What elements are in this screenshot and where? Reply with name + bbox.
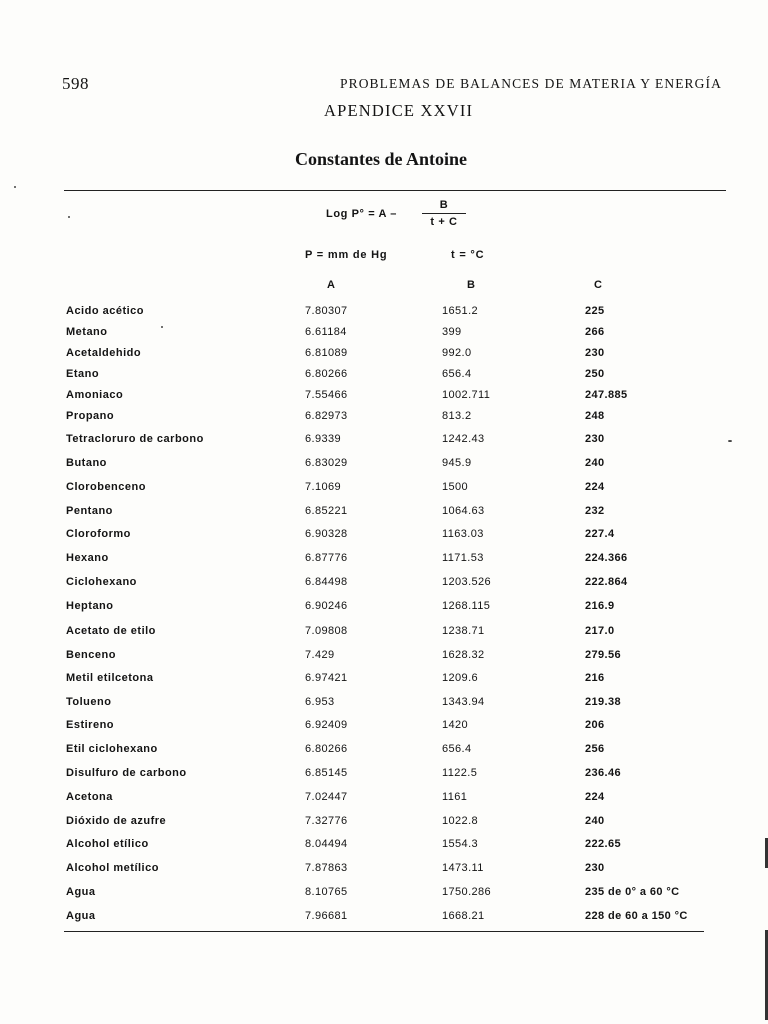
running-head: PROBLEMAS DE BALANCES DE MATERIA Y ENERGÍA xyxy=(340,76,722,91)
constant-a: 6.90328 xyxy=(305,528,348,540)
table-row xyxy=(0,767,768,783)
constant-b: 1163.03 xyxy=(442,528,484,540)
constant-b: 1122.5 xyxy=(442,767,478,779)
constant-b: 399 xyxy=(442,326,462,338)
constant-b: 1064.63 xyxy=(442,505,485,517)
table-row xyxy=(0,743,768,759)
constant-c: 230 xyxy=(585,347,605,359)
constant-c: 217.0 xyxy=(585,625,615,637)
constant-a: 6.87776 xyxy=(305,552,348,564)
table-row xyxy=(0,815,768,831)
temperature-unit: t = °C xyxy=(451,249,485,261)
table-row xyxy=(0,505,768,521)
compound-name: Alcohol metílico xyxy=(66,862,159,874)
constant-c: 227.4 xyxy=(585,528,615,540)
constant-c: 219.38 xyxy=(585,696,622,708)
table-row xyxy=(0,600,768,616)
constant-c: 256 xyxy=(585,743,605,755)
constant-a: 6.85221 xyxy=(305,505,348,517)
constant-c: 240 xyxy=(585,815,605,827)
constant-c: 236.46 xyxy=(585,767,622,779)
constant-a: 6.82973 xyxy=(305,410,348,422)
constant-c: 216 xyxy=(585,672,605,684)
constant-c: 230 xyxy=(585,433,605,445)
scan-speck xyxy=(14,186,16,188)
constant-a: 6.61184 xyxy=(305,326,347,338)
constant-b: 1628.32 xyxy=(442,649,485,661)
compound-name: Tolueno xyxy=(66,696,112,708)
table-row xyxy=(0,481,768,497)
compound-name: Etano xyxy=(66,368,100,380)
constant-c: 230 xyxy=(585,862,605,874)
constant-a: 6.81089 xyxy=(305,347,348,359)
table-top-rule xyxy=(64,190,726,191)
table-row xyxy=(0,862,768,878)
formula-lhs: Log P° = A – xyxy=(326,208,397,220)
compound-name: Propano xyxy=(66,410,115,422)
compound-name: Agua xyxy=(66,910,96,922)
constant-c: 222.65 xyxy=(585,838,622,850)
constant-b: 945.9 xyxy=(442,457,472,469)
table-row xyxy=(0,552,768,568)
table-row xyxy=(0,719,768,735)
table-row xyxy=(0,649,768,665)
compound-name: Cloroformo xyxy=(66,528,131,540)
constant-a: 7.32776 xyxy=(305,815,348,827)
table-row xyxy=(0,347,768,363)
constant-b: 1022.8 xyxy=(442,815,479,827)
constant-c: 224 xyxy=(585,791,605,803)
table-row xyxy=(0,368,768,384)
constant-b: 1238.71 xyxy=(442,625,485,637)
constant-b: 1420 xyxy=(442,719,469,731)
fraction-bar xyxy=(422,213,466,214)
compound-name: Agua xyxy=(66,886,96,898)
column-header-b: B xyxy=(467,279,475,291)
constant-a: 6.84498 xyxy=(305,576,348,588)
constant-a: 6.90246 xyxy=(305,600,348,612)
compound-name: Ciclohexano xyxy=(66,576,137,588)
compound-name: Alcohol etílico xyxy=(66,838,149,850)
appendix-heading: APENDICE XXVII xyxy=(324,101,474,120)
constant-b: 1161 xyxy=(442,791,468,803)
constant-a: 7.02447 xyxy=(305,791,348,803)
constant-c: 216.9 xyxy=(585,600,615,612)
constant-c: 228 de 60 a 150 °C xyxy=(585,910,688,922)
table-row xyxy=(0,410,768,426)
compound-name: Estireno xyxy=(66,719,115,731)
table-row xyxy=(0,886,768,902)
scan-speck xyxy=(161,326,163,328)
table-title: Constantes de Antoine xyxy=(295,149,468,169)
constant-b: 1554.3 xyxy=(442,838,479,850)
constant-c: 279.56 xyxy=(585,649,622,661)
constant-a: 7.09808 xyxy=(305,625,348,637)
constant-a: 7.96681 xyxy=(305,910,348,922)
table-row xyxy=(0,528,768,544)
page-number: 598 xyxy=(62,74,89,93)
constant-c: 247.885 xyxy=(585,389,628,401)
scan-speck xyxy=(728,440,732,442)
constant-a: 6.80266 xyxy=(305,743,348,755)
constant-b: 992.0 xyxy=(442,347,472,359)
table-row xyxy=(0,326,768,342)
constant-a: 6.85145 xyxy=(305,767,348,779)
column-header-a: A xyxy=(327,279,335,291)
constant-a: 7.429 xyxy=(305,649,335,661)
compound-name: Benceno xyxy=(66,649,116,661)
constant-c: 250 xyxy=(585,368,605,380)
compound-name: Etil ciclohexano xyxy=(66,743,158,755)
constant-b: 1651.2 xyxy=(442,305,479,317)
constant-a: 7.1069 xyxy=(305,481,342,493)
table-row xyxy=(0,457,768,473)
constant-a: 6.953 xyxy=(305,696,335,708)
constant-b: 656.4 xyxy=(442,368,472,380)
compound-name: Butano xyxy=(66,457,107,469)
constant-a: 8.10765 xyxy=(305,886,348,898)
compound-name: Acetato de etilo xyxy=(66,625,156,637)
table-row xyxy=(0,625,768,641)
constant-c: 235 de 0° a 60 °C xyxy=(585,886,680,898)
constant-c: 224 xyxy=(585,481,605,493)
constant-c: 222.864 xyxy=(585,576,628,588)
constant-a: 6.92409 xyxy=(305,719,348,731)
constant-b: 1209.6 xyxy=(442,672,479,684)
table-row xyxy=(0,305,768,321)
formula-denominator: t + C xyxy=(430,216,458,228)
table-bottom-rule xyxy=(64,931,704,932)
compound-name: Tetracloruro de carbono xyxy=(66,433,204,445)
constant-a: 7.55466 xyxy=(305,389,348,401)
compound-name: Dióxido de azufre xyxy=(66,815,167,827)
constant-b: 1343.94 xyxy=(442,696,485,708)
constant-b: 1668.21 xyxy=(442,910,485,922)
constant-a: 6.80266 xyxy=(305,368,348,380)
constant-b: 1473.11 xyxy=(442,862,484,874)
table-row xyxy=(0,910,768,926)
constant-c: 240 xyxy=(585,457,605,469)
constant-b: 656.4 xyxy=(442,743,472,755)
constant-b: 1171.53 xyxy=(442,552,484,564)
constant-b: 813.2 xyxy=(442,410,472,422)
constant-c: 224.366 xyxy=(585,552,628,564)
column-header-c: C xyxy=(594,279,602,291)
compound-name: Metano xyxy=(66,326,108,338)
constant-c: 206 xyxy=(585,719,605,731)
constant-b: 1750.286 xyxy=(442,886,492,898)
constant-a: 6.83029 xyxy=(305,457,348,469)
compound-name: Disulfuro de carbono xyxy=(66,767,187,779)
compound-name: Heptano xyxy=(66,600,114,612)
constant-c: 248 xyxy=(585,410,605,422)
pressure-unit: P = mm de Hg xyxy=(305,249,388,261)
constant-b: 1268.115 xyxy=(442,600,491,612)
table-row xyxy=(0,791,768,807)
constant-a: 6.97421 xyxy=(305,672,348,684)
compound-name: Acetaldehido xyxy=(66,347,142,359)
compound-name: Metil etilcetona xyxy=(66,672,154,684)
table-row xyxy=(0,389,768,405)
formula-numerator: B xyxy=(439,199,449,211)
compound-name: Pentano xyxy=(66,505,113,517)
constant-b: 1500 xyxy=(442,481,469,493)
constant-a: 7.80307 xyxy=(305,305,348,317)
constant-b: 1242.43 xyxy=(442,433,485,445)
compound-name: Amoniaco xyxy=(66,389,124,401)
constant-b: 1203.526 xyxy=(442,576,492,588)
constant-c: 266 xyxy=(585,326,605,338)
table-row xyxy=(0,672,768,688)
table-row xyxy=(0,838,768,854)
compound-name: Acetona xyxy=(66,791,113,803)
formula-fraction xyxy=(422,199,466,228)
constant-a: 6.9339 xyxy=(305,433,342,445)
constant-c: 232 xyxy=(585,505,605,517)
constant-b: 1002.711 xyxy=(442,389,491,401)
compound-name: Hexano xyxy=(66,552,109,564)
table-row xyxy=(0,433,768,449)
compound-name: Acido acético xyxy=(66,305,145,317)
table-row xyxy=(0,696,768,712)
table-row xyxy=(0,576,768,592)
compound-name: Clorobenceno xyxy=(66,481,146,493)
scan-speck xyxy=(68,216,70,218)
constant-a: 8.04494 xyxy=(305,838,348,850)
constant-c: 225 xyxy=(585,305,605,317)
constant-a: 7.87863 xyxy=(305,862,348,874)
